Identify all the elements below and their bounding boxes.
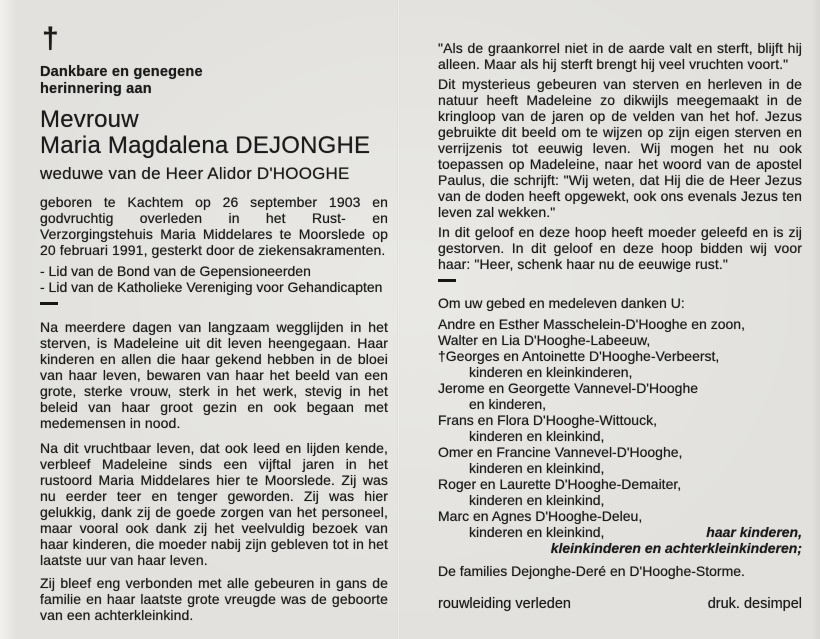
scripture-quote: "Als de graankorrel niet in de aarde valt en sterft, blijft hij alleen. Maar als hij sterft brengt hij veel vruchten voort." — [438, 40, 802, 72]
card-fold-line — [397, 0, 400, 639]
eulogy-paragraph-3: Zij bleef eng verbonden met alle gebeuren in gans de familie en haar laatste grote vreugde was de geboorte van een achterkleinkind. — [40, 575, 388, 623]
intro-line-1: Dankbare en genegene — [40, 64, 203, 80]
family-entry-sub: en kinderen, — [469, 396, 547, 412]
divider-dash — [40, 302, 58, 305]
eulogy-paragraph-1: Na meerdere dagen van langzaam wegglijden in het sterven, is Madeleine uit dit leven heengegaan. Haar kinderen en allen die haar gekend hebben in de bloei van haar leven, bewaren van haar het beeld van een grote, sterke vrouw, sterk in het werk, stevig in het beleid van haar groot gezin en ook begaan met medemensen in nood. — [40, 319, 388, 431]
family-entry: Omer en Francine Vannevel-D'Hooghe, — [438, 444, 683, 460]
family-entry-sub: kinderen en kleinkind, — [469, 428, 605, 444]
thanks-heading: Om uw gebed en medeleven danken U: — [438, 295, 685, 311]
birth-death-paragraph: geboren te Kachtem op 26 september 1903 en godvruchtig overleden in het Rust- en Verzorgingstehuis Maria Middelares te Moorslede op 20 februari 1991, gesterkt door de ziekensakramenten. — [40, 194, 388, 258]
eulogy-paragraph-2: Na dit vruchtbaar leven, dat ook leed en lijden kende, verbleef Madeleine sinds een vijftal jaren in het rustoord Maria Middelares hier te Moorslede. Zij was nu eerder teer en tenger geworden. Zij was hier gelukkig, dank zij de goede zorgen van het personeel, maar vooral ook dank zij het veelvuldig bezoek van haar kinderen, die moeder nabij zijn gebleven tot in het laatste uur van haar leven. — [40, 440, 388, 568]
deceased-name: Maria Magdalena DEJONGHE — [40, 132, 371, 159]
family-entry: Walter en Lia D'Hooghe-Labeeuw, — [438, 332, 651, 348]
reflection-paragraph-2: In dit geloof en deze hoop heeft moeder geleefd en is zij gestorven. In dit geloof en deze hoop bidden wij voor haar: "Heer, schenk haar nu de eeuwige rust." — [438, 224, 802, 272]
intro-line-2: herinnering aan — [40, 81, 152, 97]
family-entry: Roger en Laurette D'Hooghe-Demaiter, — [438, 476, 682, 492]
family-entry-sub: kinderen en kleinkind, — [469, 460, 605, 476]
family-entry-sub: kinderen en kleinkinderen, — [469, 364, 633, 380]
membership-line-1: - Lid van de Bond van de Gepensioneerden — [40, 263, 311, 279]
cross-icon: † — [42, 22, 59, 55]
family-list — [438, 316, 802, 540]
membership-line-2: - Lid van de Katholieke Vereniging voor Gehandicapten — [40, 279, 383, 295]
reflection-paragraph-1: Dit mysterieus gebeuren van sterven en herleven in de natuur heeft Madeleine zo dikwijls meegemaakt in de kringloop van de jaren op de velden van het hof. Jezus gebruikte dit beeld om te wijzen op zijn eigen sterven en verrijzenis tot eeuwig leven. Wij mogen het nu ook toepassen op Madeleine, naar het woord van de apostel Paulus, die schrijft: "Wij weten, dat Hij die de Heer Jezus van de doden heeft opgewekt, ook ons evenals Jezus ten leven zal wekken." — [438, 76, 802, 220]
divider-dash — [438, 279, 456, 282]
family-entry-sub: kinderen en kleinkind, — [469, 524, 605, 540]
family-entry: Frans en Flora D'Hooghe-Wittouck, — [438, 412, 657, 428]
widow-subtitle: weduwe van de Heer Alidor D'HOOGHE — [40, 164, 350, 183]
family-entry: Marc en Agnes D'Hooghe-Deleu, — [438, 508, 643, 524]
family-entry-sub-row — [438, 524, 802, 540]
family-entry-sub: kinderen en kleinkind, — [469, 492, 605, 508]
memberships — [40, 263, 388, 295]
intro-text — [40, 64, 388, 98]
family-entry: †Georges en Antoinette D'Hooghe-Verbeerst, — [438, 348, 720, 364]
grandchildren-italic-line: kleinkinderen en achterkleinkinderen; — [550, 540, 802, 556]
memorial-card-right-page — [438, 0, 802, 613]
families-line: De families Dejonghe-Deré en D'Hooghe-Storme. — [438, 563, 745, 579]
honorific: Mevrouw — [40, 106, 139, 133]
memorial-card-left-page — [40, 0, 388, 623]
her-children-italic: haar kinderen, — [706, 524, 802, 540]
deceased-title-block — [40, 107, 388, 159]
funeral-director-credit: rouwleiding verleden — [438, 596, 571, 612]
family-entry: Jerome en Georgette Vannevel-D'Hooghe — [438, 380, 699, 396]
family-entry: Andre en Esther Masschelein-D'Hooghe en zoon, — [438, 316, 745, 332]
footer-row — [438, 596, 802, 613]
printer-credit: druk. desimpel — [707, 596, 802, 612]
